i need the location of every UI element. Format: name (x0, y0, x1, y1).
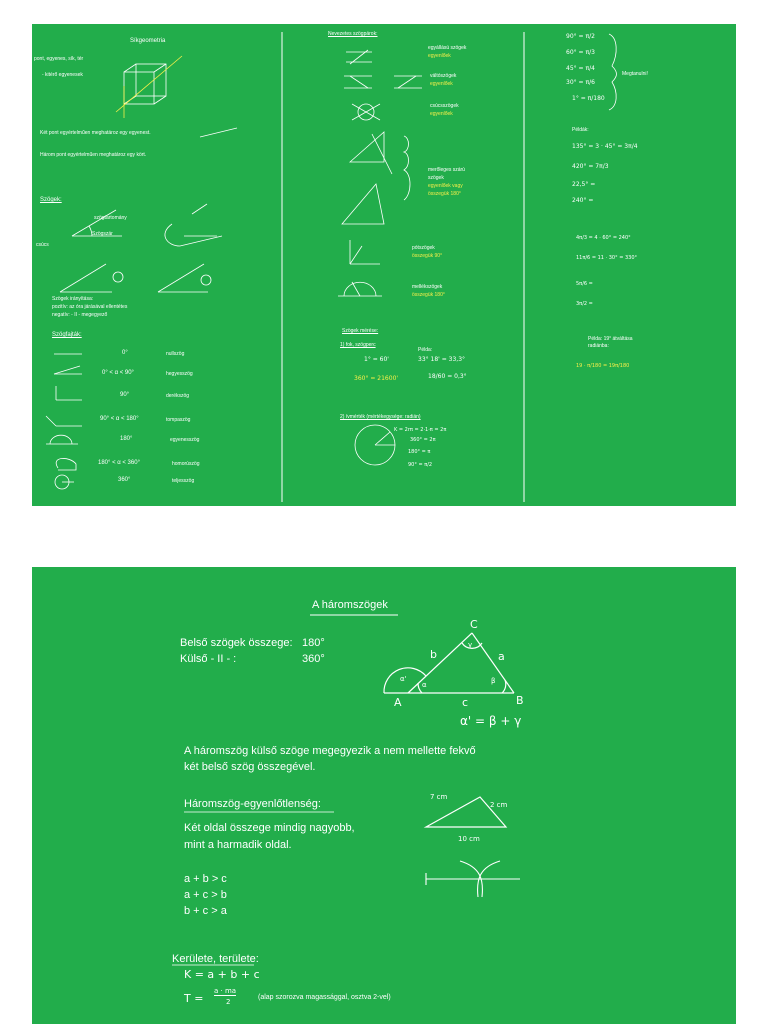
angle-type-range: 90° < α < 180° (100, 416, 139, 422)
radian-line-4: 90° = π/2 (408, 462, 433, 468)
angle-type-range: 90° (120, 392, 130, 398)
example-label: Példa: (418, 347, 433, 353)
exterior-angle-equation: α' = β + γ (460, 714, 522, 728)
angle-type-name: tompaszög (166, 417, 191, 423)
pair-name: egyállású szögek (428, 45, 467, 51)
angle-type-name: nullszög (166, 351, 185, 357)
angle-type-range: 180° < α < 360° (98, 460, 140, 466)
area-label: T = (184, 992, 204, 1005)
radian-heading: 2) ívmérték (mértékegysége: radián) (340, 414, 421, 420)
angle-type-range: 360° (118, 477, 131, 483)
final-example-line-1: Példa: 19° átváltása (588, 336, 633, 342)
basics-line-1: pont, egyenes, sík, tér (34, 56, 84, 62)
pair-relation: egyenlőek (430, 111, 453, 117)
orientation-line-2: pozitív: az óra járásával ellentétes (52, 304, 128, 310)
pair-name: váltószögek (430, 73, 457, 79)
measure-heading: Szögek mérése: (342, 328, 379, 334)
vertex-label: csúcs (36, 242, 49, 248)
example-line-2: 18/60 = 0,3° (428, 373, 467, 380)
angle-region-label: szögtartomány (94, 215, 127, 221)
final-example-line-2: radiánba: (588, 343, 609, 349)
vertex-c-label: C (470, 618, 478, 631)
perp-line-3: egyenlőek vagy (428, 183, 463, 189)
angle-type-range: 0° < α < 90° (102, 370, 134, 376)
area-denominator: 2 (226, 998, 231, 1006)
examples-label: Példák: (572, 127, 589, 133)
notes-board-angles (32, 24, 736, 506)
complementary-rule: összegük 90° (412, 253, 443, 259)
angle-leg-label: Szögszár (92, 231, 113, 237)
example-item: 11π/6 = 11 · 30° = 330° (576, 255, 638, 261)
cube-drawing (124, 64, 166, 104)
angle-type-name: homorúszög (172, 461, 200, 467)
complementary-label: pótszögek (412, 245, 435, 251)
degree-heading: 1) fok, szögperc (340, 342, 376, 348)
example-item: 4π/3 = 4 · 60° = 240° (576, 235, 631, 241)
perp-line-2: szögek (428, 175, 444, 181)
outer-sum-value: 360° (302, 653, 325, 665)
arcs-sketch (426, 861, 520, 897)
supplementary-label: mellékszögek (412, 284, 443, 290)
angle-type-name: derékszög (166, 393, 190, 399)
conversion-item: 45° = π/4 (566, 65, 595, 72)
degree-full-circle: 360° = 21600' (354, 375, 399, 382)
theorem-line-1: A háromszög külső szöge megegyezik a nem mellette fekvő (184, 745, 476, 757)
example-item: 240° = (572, 197, 594, 204)
angle-type-range: 180° (120, 436, 133, 442)
conversion-item: 1° = π/180 (572, 95, 605, 102)
pair-name: csúcsszögek (430, 103, 459, 109)
inner-sum-value: 180° (302, 637, 325, 649)
inequality-line-1: Két oldal összege mindig nagyobb, (184, 822, 355, 834)
side-c-label: c (462, 696, 469, 709)
alpha-exterior-label: α' (400, 675, 407, 683)
inequality-item: a + b > c (184, 873, 227, 885)
side-2cm-label: 2 cm (490, 801, 508, 809)
supplementary-rule: összegük 180° (412, 292, 445, 298)
theorem-line-2: két belső szög összegével. (184, 761, 316, 773)
angle-type-name: teljesszög (172, 478, 195, 484)
inner-sum-label: Belső szögek összege: (180, 637, 293, 649)
section-title: A háromszögek (312, 599, 388, 611)
example-item: 3π/2 = (576, 301, 593, 307)
three-points-text: Három pont egyértelműen meghatároz egy kört. (40, 152, 147, 158)
orientation-line-1: Szögek irányítása: (52, 296, 94, 302)
perp-line-4: összegük 180° (428, 191, 461, 197)
example-item: 420° = 7π/3 (572, 163, 609, 170)
conversion-item: 90° = π/2 (566, 33, 595, 40)
notes-board-triangles (32, 567, 736, 1024)
vertex-a-label: A (394, 696, 402, 709)
angle-types-heading: Szögfajták: (52, 332, 82, 338)
area-note: (alap szorozva magassággal, osztva 2-vel) (258, 994, 391, 1001)
board1-drawings (32, 24, 736, 506)
angle-pairs-heading: Nevezetes szögpárok: (328, 31, 378, 37)
conversion-item: 60° = π/3 (566, 49, 595, 56)
inequality-item: a + c > b (184, 889, 227, 901)
degree-equation: 1° = 60' (364, 356, 389, 363)
side-a-label: a (498, 650, 505, 663)
gamma-label: γ (468, 641, 473, 649)
alpha-label: α (422, 681, 427, 689)
perp-line-1: merőleges szárú (428, 167, 465, 173)
final-example-result: 19 · π/180 = 19π/180 (576, 363, 630, 369)
angle-type-range: 0° (122, 350, 128, 356)
radian-line-3: 180° = π (408, 449, 431, 455)
two-points-text: Két pont egyértelműen meghatároz egy egyenest. (40, 130, 151, 136)
board2-drawings (32, 567, 736, 1024)
example-line-1: 33° 18' = 33,3° (418, 356, 466, 363)
pair-relation: egyenlőek (430, 81, 453, 87)
inequality-heading: Háromszög-egyenlőtlenség: (184, 798, 321, 810)
angle-type-name: hegyesszög (166, 371, 193, 377)
angle-type-name: egyenesszög (170, 437, 200, 443)
perimeter-equation: K = a + b + c (184, 968, 260, 981)
side-7cm-label: 7 cm (430, 793, 448, 801)
angles-heading: Szögek: (40, 197, 62, 203)
inequality-item: b + c > a (184, 905, 227, 917)
inequality-line-2: mint a harmadik oldal. (184, 839, 292, 851)
example-item: 135° = 3 · 45° = 3π/4 (572, 143, 638, 150)
orientation-line-3: negatív: - II - megegyező (52, 312, 108, 318)
page-title: Síkgeometria (130, 38, 166, 44)
beta-label: β (491, 677, 496, 685)
radian-line-2: 360° = 2π (410, 437, 436, 443)
radian-line-1: K = 2rπ = 2·1·π = 2π (394, 427, 447, 433)
side-10cm-label: 10 cm (458, 835, 480, 843)
basics-line-2: - kitérő egyenesek (42, 72, 83, 78)
area-numerator: a · ma (214, 987, 237, 995)
example-item: 22,5° = (572, 181, 596, 188)
outer-sum-label: Külső - II - : (180, 653, 237, 665)
pair-relation: egyenlőek (428, 53, 451, 59)
memorize-label: Megtanulni! (622, 71, 648, 77)
vertex-b-label: B (516, 694, 524, 707)
side-b-label: b (430, 648, 437, 661)
conversion-item: 30° = π/6 (566, 79, 595, 86)
example-item: 5π/6 = (576, 281, 593, 287)
perimeter-heading: Kerülete, területe: (172, 953, 259, 965)
